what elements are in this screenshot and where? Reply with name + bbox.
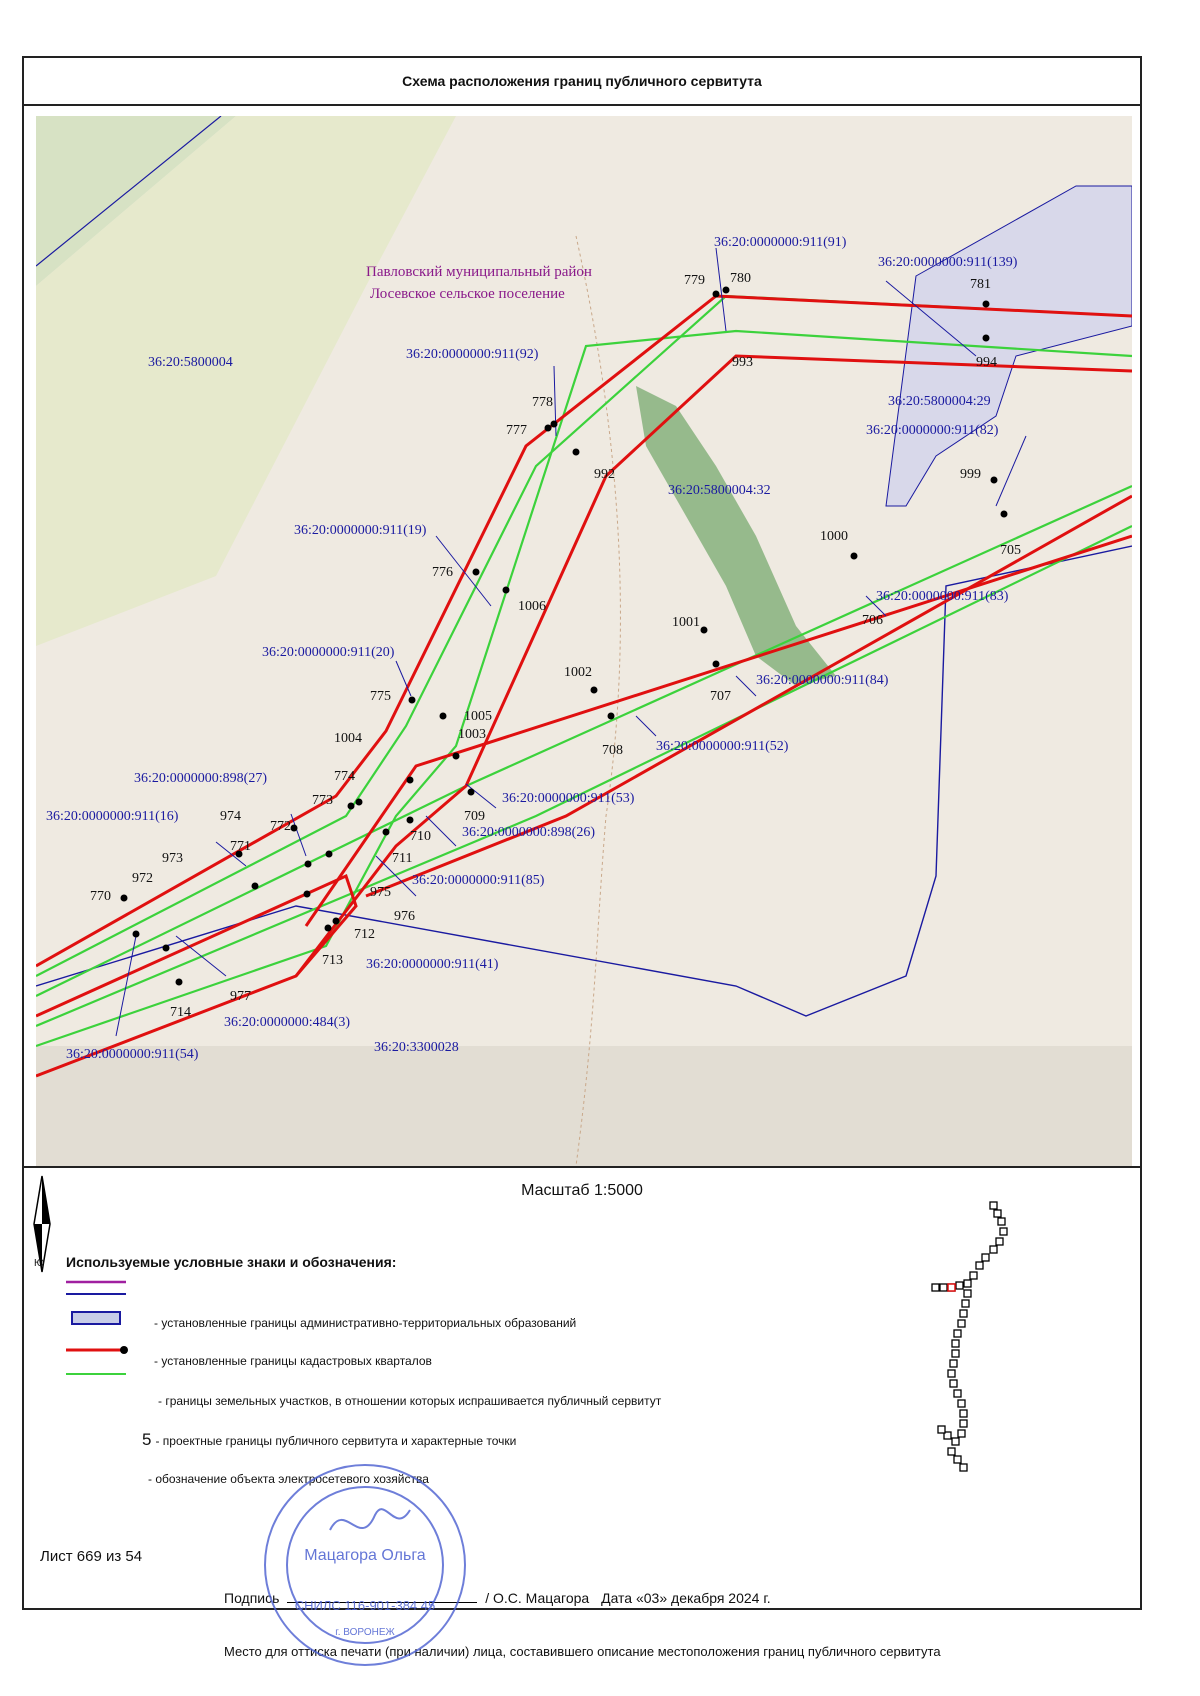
stamp-snils: СНИЛС 116-901-384 45 (294, 1598, 436, 1613)
svg-text:36:20:0000000:911(53): 36:20:0000000:911(53) (502, 791, 635, 806)
svg-text:36:20:5800004: 36:20:5800004 (148, 355, 233, 370)
admin-area-ne (886, 186, 1132, 506)
svg-text:36:20:0000000:911(19): 36:20:0000000:911(19) (294, 523, 427, 538)
svg-text:977: 977 (230, 989, 251, 1004)
svg-text:36:20:0000000:911(52): 36:20:0000000:911(52) (656, 739, 789, 754)
svg-text:1004: 1004 (334, 731, 362, 746)
signature-date: Дата «03» декабря 2024 г. (601, 1590, 771, 1606)
svg-text:36:20:3300028: 36:20:3300028 (374, 1040, 459, 1055)
svg-text:712: 712 (354, 927, 375, 942)
svg-text:777: 777 (506, 423, 527, 438)
svg-text:36:20:0000000:911(83): 36:20:0000000:911(83) (876, 589, 1009, 604)
svg-text:779: 779 (684, 273, 705, 288)
svg-text:974: 974 (220, 809, 241, 824)
svg-text:705: 705 (1000, 543, 1021, 558)
district-label: Павловский муниципальный район (366, 264, 592, 280)
svg-text:709: 709 (464, 809, 485, 824)
legend-item-object: - обозначение объекта электросетевого хозяйства (148, 1472, 429, 1486)
svg-text:36:20:0000000:911(91): 36:20:0000000:911(91) (714, 235, 847, 250)
north-label-south: Ю (34, 1258, 45, 1269)
svg-text:771: 771 (230, 839, 251, 854)
svg-text:36:20:0000000:911(41): 36:20:0000000:911(41) (366, 957, 499, 972)
legend-item-project (142, 1430, 516, 1450)
svg-text:773: 773 (312, 793, 333, 808)
scale-label: Масштаб 1:5000 (521, 1182, 643, 1199)
svg-text:1003: 1003 (458, 727, 486, 742)
svg-text:775: 775 (370, 689, 391, 704)
svg-text:972: 972 (132, 871, 153, 886)
svg-text:36:20:0000000:911(85): 36:20:0000000:911(85) (412, 873, 545, 888)
svg-text:1005: 1005 (464, 709, 492, 724)
svg-text:36:20:0000000:911(84): 36:20:0000000:911(84) (756, 673, 889, 688)
handwritten-signature (330, 1509, 410, 1530)
svg-text:36:20:5800004:29: 36:20:5800004:29 (888, 394, 991, 409)
map-area (36, 116, 1132, 1166)
svg-text:770: 770 (90, 889, 111, 904)
svg-text:36:20:0000000:911(16): 36:20:0000000:911(16) (46, 809, 179, 824)
legend-project-text: - проектные границы публичного сервитута и характерные точки (155, 1434, 517, 1448)
legend-item-admin: - установленные границы административно-территориальных образований (154, 1316, 577, 1330)
svg-text:1002: 1002 (564, 665, 592, 680)
svg-text:707: 707 (710, 689, 731, 704)
svg-text:713: 713 (322, 953, 343, 968)
signer-name: / О.С. Мацагора (485, 1590, 590, 1606)
legend-item-kvartal: - установленные границы кадастровых кварталов (154, 1354, 432, 1368)
svg-text:973: 973 (162, 851, 183, 866)
svg-text:976: 976 (394, 909, 415, 924)
stamp-city: г. ВОРОНЕЖ (335, 1627, 395, 1638)
stamp-name: Мацагора Ольга (304, 1547, 426, 1564)
page-title: Схема расположения границ публичного сервитута (24, 58, 1140, 106)
svg-text:36:20:0000000:911(82): 36:20:0000000:911(82) (866, 423, 999, 438)
svg-text:772: 772 (270, 819, 291, 834)
svg-text:36:20:0000000:484(3): 36:20:0000000:484(3) (224, 1015, 350, 1030)
svg-text:36:20:0000000:911(20): 36:20:0000000:911(20) (262, 645, 395, 660)
settlement-label: Лосевское сельское поселение (370, 286, 565, 302)
official-stamp (260, 1460, 470, 1670)
svg-text:1000: 1000 (820, 529, 848, 544)
svg-text:708: 708 (602, 743, 623, 758)
svg-text:1001: 1001 (672, 615, 700, 630)
svg-text:710: 710 (410, 829, 431, 844)
svg-text:36:20:0000000:898(27): 36:20:0000000:898(27) (134, 771, 267, 786)
svg-text:778: 778 (532, 395, 553, 410)
svg-text:711: 711 (392, 851, 413, 866)
svg-text:36:20:0000000:898(26): 36:20:0000000:898(26) (462, 825, 595, 840)
svg-text:993: 993 (732, 355, 753, 370)
sheet-number: Лист 669 из 54 (40, 1548, 143, 1565)
legend-item-parcels: - границы земельных участков, в отношении которых испрашивается публичный сервитут (158, 1394, 662, 1408)
signature-prefix: Подпись (224, 1590, 280, 1606)
svg-text:714: 714 (170, 1005, 191, 1020)
svg-text:780: 780 (730, 271, 751, 286)
svg-text:781: 781 (970, 277, 991, 292)
svg-text:706: 706 (862, 613, 883, 628)
legend-heading: Используемые условные знаки и обозначения: (66, 1254, 397, 1270)
svg-text:992: 992 (594, 467, 615, 482)
legend-project-number: 5 (142, 1430, 152, 1449)
svg-text:36:20:5800004:32: 36:20:5800004:32 (668, 483, 771, 498)
svg-text:36:20:0000000:911(139): 36:20:0000000:911(139) (878, 255, 1018, 270)
svg-text:36:20:0000000:911(92): 36:20:0000000:911(92) (406, 347, 539, 362)
svg-text:994: 994 (976, 355, 997, 370)
svg-text:36:20:0000000:911(54): 36:20:0000000:911(54) (66, 1047, 199, 1062)
legend-symbols (64, 1278, 134, 1378)
svg-text:776: 776 (432, 565, 453, 580)
svg-text:774: 774 (334, 769, 355, 784)
stamp-place-note: Место для оттиска печати (при наличии) лица, составившего описание местоположения границ публичного сервитута (224, 1644, 941, 1659)
map-canvas (36, 116, 1132, 1166)
svg-text:1006: 1006 (518, 599, 546, 614)
svg-text:975: 975 (370, 885, 391, 900)
svg-text:999: 999 (960, 467, 981, 482)
overview-minimap (924, 1198, 1034, 1488)
